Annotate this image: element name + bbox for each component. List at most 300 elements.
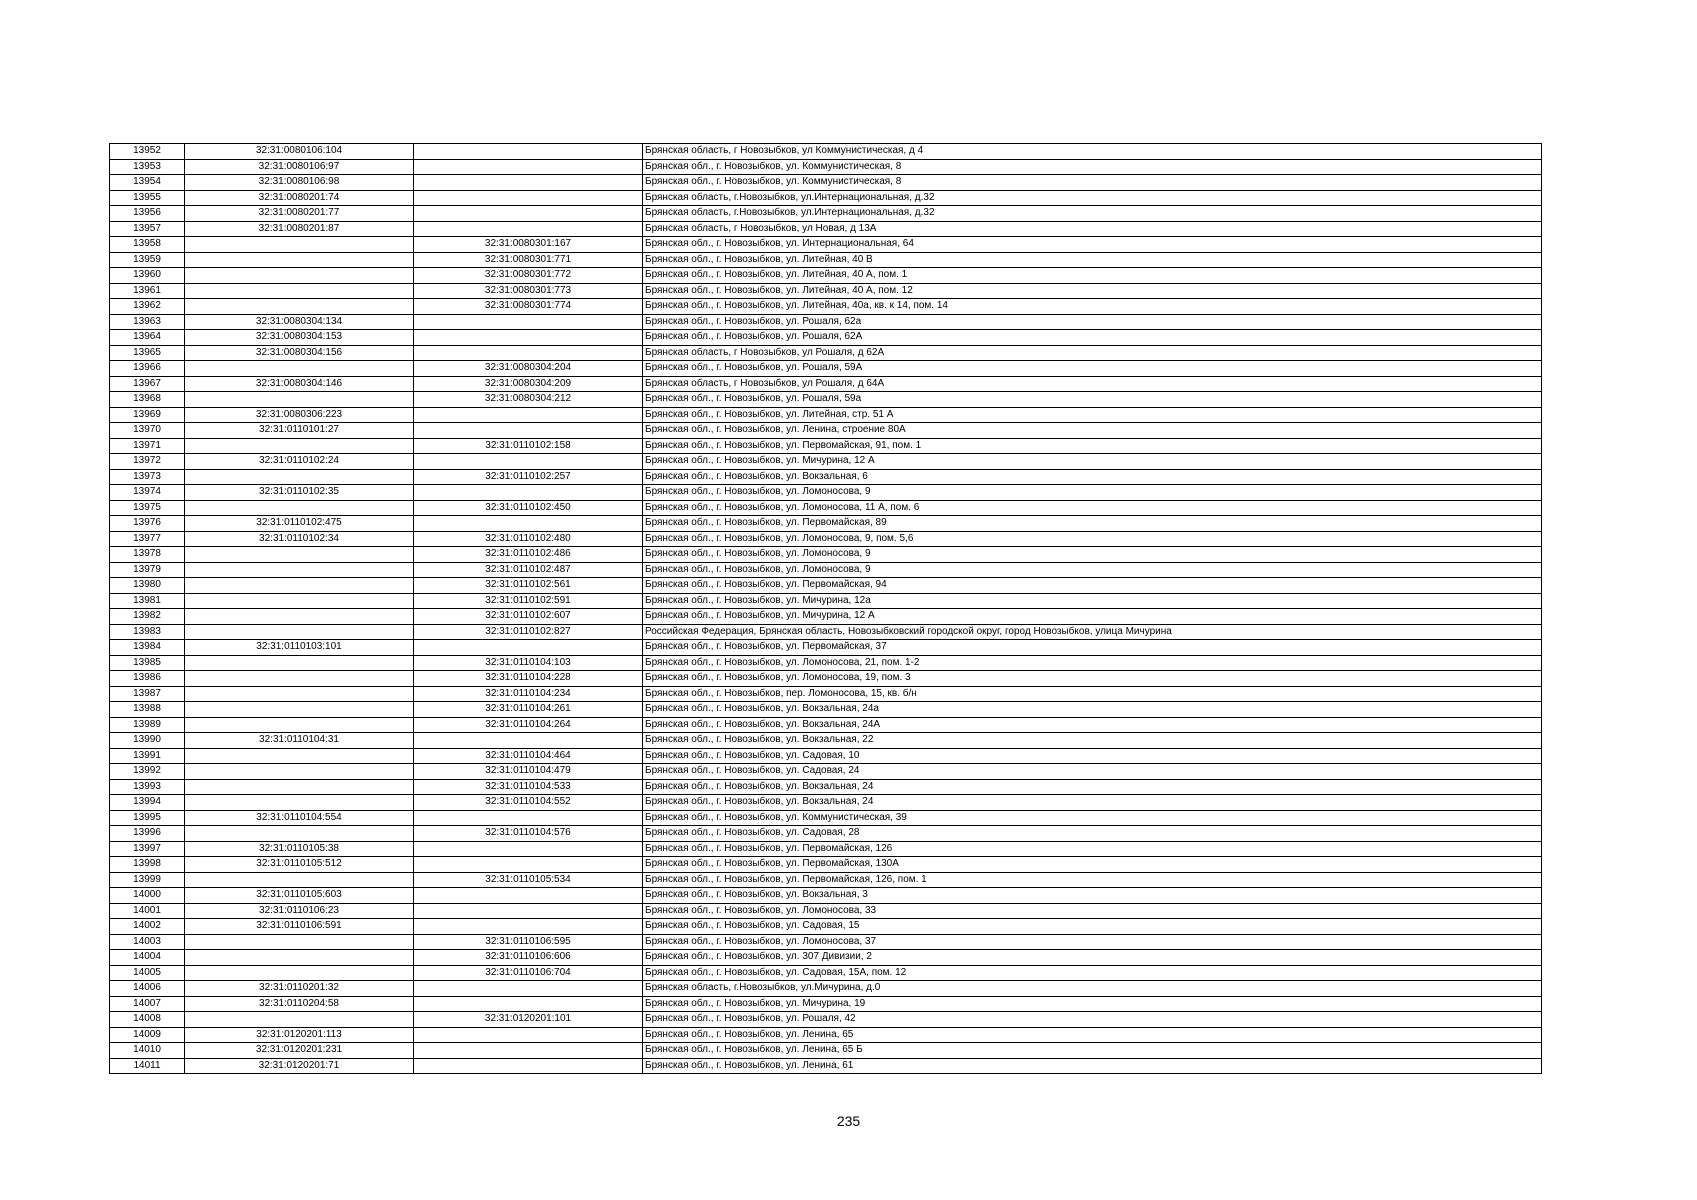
address-cell: Брянская обл., г. Новозыбков, пер. Ломоносова, 15, кв. б/н <box>643 686 1542 702</box>
address-cell: Брянская обл., г. Новозыбков, ул. Первомайская, 126 <box>643 841 1542 857</box>
cadastral-number-cell <box>185 748 414 764</box>
row-number-cell: 14009 <box>110 1027 185 1043</box>
table-row <box>110 640 1542 656</box>
table-row <box>110 733 1542 749</box>
cadastral-number-cell: 32:31:0080201:74 <box>185 190 414 206</box>
row-number-cell: 13966 <box>110 361 185 377</box>
cadastral-number-alt-cell: 32:31:0110102:607 <box>414 609 643 625</box>
cadastral-number-cell <box>185 392 414 408</box>
cadastral-number-cell <box>185 237 414 253</box>
table-row <box>110 795 1542 811</box>
address-cell: Брянская обл., г. Новозыбков, ул. Ломоносова, 9, пом. 5,6 <box>643 531 1542 547</box>
table-row <box>110 996 1542 1012</box>
address-cell: Брянская обл., г. Новозыбков, ул. Ломоносова, 11 А, пом. 6 <box>643 500 1542 516</box>
cadastral-number-cell: 32:31:0110106:591 <box>185 919 414 935</box>
cadastral-number-cell: 32:31:0110104:31 <box>185 733 414 749</box>
address-cell: Брянская обл., г. Новозыбков, ул. Интернациональная, 64 <box>643 237 1542 253</box>
cadastral-number-alt-cell: 32:31:0110104:533 <box>414 779 643 795</box>
address-cell: Брянская обл., г. Новозыбков, ул. Ленина, 65 Б <box>643 1043 1542 1059</box>
row-number-cell: 13978 <box>110 547 185 563</box>
table-row <box>110 686 1542 702</box>
address-cell: Брянская область, г Новозыбков, ул Рошаля, д 62А <box>643 345 1542 361</box>
cadastral-number-cell: 32:31:0080106:104 <box>185 144 414 160</box>
cadastral-number-cell: 32:31:0080306:223 <box>185 407 414 423</box>
row-number-cell: 13961 <box>110 283 185 299</box>
cadastral-number-alt-cell <box>414 330 643 346</box>
row-number-cell: 13980 <box>110 578 185 594</box>
cadastral-number-alt-cell: 32:31:0110104:103 <box>414 655 643 671</box>
row-number-cell: 13986 <box>110 671 185 687</box>
cadastral-number-cell <box>185 593 414 609</box>
row-number-cell: 13962 <box>110 299 185 315</box>
address-cell: Брянская область, г.Новозыбков, ул.Мичурина, д.0 <box>643 981 1542 997</box>
row-number-cell: 13970 <box>110 423 185 439</box>
cadastral-number-cell: 32:31:0080106:98 <box>185 175 414 191</box>
table-row <box>110 779 1542 795</box>
table-row <box>110 624 1542 640</box>
table-row <box>110 810 1542 826</box>
cadastral-number-cell <box>185 872 414 888</box>
table-row <box>110 872 1542 888</box>
address-cell: Брянская обл., г. Новозыбков, ул. Вокзальная, 24 <box>643 779 1542 795</box>
row-number-cell: 13991 <box>110 748 185 764</box>
row-number-cell: 13982 <box>110 609 185 625</box>
cadastral-number-alt-cell <box>414 206 643 222</box>
address-cell: Брянская обл., г. Новозыбков, ул. Первомайская, 130А <box>643 857 1542 873</box>
cadastral-number-cell <box>185 469 414 485</box>
cadastral-number-alt-cell: 32:31:0080304:212 <box>414 392 643 408</box>
table-row <box>110 562 1542 578</box>
address-cell: Брянская обл., г. Новозыбков, ул. Вокзальная, 24 <box>643 795 1542 811</box>
table-row <box>110 919 1542 935</box>
address-cell: Брянская обл., г. Новозыбков, ул. Садовая, 28 <box>643 826 1542 842</box>
address-cell: Брянская обл., г. Новозыбков, ул. Вокзальная, 3 <box>643 888 1542 904</box>
cadastral-number-alt-cell <box>414 190 643 206</box>
cadastral-number-alt-cell <box>414 640 643 656</box>
row-number-cell: 13985 <box>110 655 185 671</box>
cadastral-number-alt-cell <box>414 981 643 997</box>
table-row <box>110 903 1542 919</box>
row-number-cell: 13964 <box>110 330 185 346</box>
table-row <box>110 531 1542 547</box>
cadastral-number-alt-cell <box>414 345 643 361</box>
row-number-cell: 13990 <box>110 733 185 749</box>
cadastral-number-alt-cell <box>414 888 643 904</box>
address-cell: Брянская обл., г. Новозыбков, ул. Ломоносова, 21, пом. 1-2 <box>643 655 1542 671</box>
row-number-cell: 14008 <box>110 1012 185 1028</box>
table-row <box>110 159 1542 175</box>
table-row <box>110 485 1542 501</box>
cadastral-number-cell <box>185 934 414 950</box>
table-row <box>110 516 1542 532</box>
table-row <box>110 407 1542 423</box>
address-cell: Брянская обл., г. Новозыбков, ул. Рошаля, 62А <box>643 330 1542 346</box>
table-row <box>110 857 1542 873</box>
cadastral-number-cell <box>185 609 414 625</box>
table-row <box>110 175 1542 191</box>
cadastral-number-cell: 32:31:0110103:101 <box>185 640 414 656</box>
table-row <box>110 1043 1542 1059</box>
cadastral-number-cell <box>185 562 414 578</box>
cadastral-number-alt-cell <box>414 485 643 501</box>
address-cell: Брянская обл., г. Новозыбков, ул. Ломоносова, 33 <box>643 903 1542 919</box>
table-row <box>110 826 1542 842</box>
row-number-cell: 14005 <box>110 965 185 981</box>
row-number-cell: 13967 <box>110 376 185 392</box>
row-number-cell: 13988 <box>110 702 185 718</box>
cadastral-number-alt-cell: 32:31:0110102:487 <box>414 562 643 578</box>
cadastral-number-alt-cell: 32:31:0110104:552 <box>414 795 643 811</box>
address-cell: Брянская обл., г. Новозыбков, ул. Ломоносова, 9 <box>643 547 1542 563</box>
cadastral-number-cell: 32:31:0110102:34 <box>185 531 414 547</box>
row-number-cell: 13974 <box>110 485 185 501</box>
cadastral-number-alt-cell <box>414 423 643 439</box>
row-number-cell: 14006 <box>110 981 185 997</box>
cadastral-number-alt-cell: 32:31:0110102:486 <box>414 547 643 563</box>
address-cell: Брянская обл., г. Новозыбков, ул. Ленина, 61 <box>643 1058 1542 1074</box>
address-cell: Брянская область, г Новозыбков, ул Новая, д 13А <box>643 221 1542 237</box>
cadastral-number-cell <box>185 702 414 718</box>
table-row <box>110 423 1542 439</box>
row-number-cell: 13958 <box>110 237 185 253</box>
cadastral-number-cell <box>185 438 414 454</box>
row-number-cell: 13989 <box>110 717 185 733</box>
row-number-cell: 13972 <box>110 454 185 470</box>
cadastral-number-alt-cell <box>414 1058 643 1074</box>
row-number-cell: 13983 <box>110 624 185 640</box>
table-row <box>110 221 1542 237</box>
address-cell: Брянская область, г.Новозыбков, ул.Интернациональная, д.32 <box>643 206 1542 222</box>
row-number-cell: 13976 <box>110 516 185 532</box>
address-cell: Брянская обл., г. Новозыбков, ул. Коммунистическая, 8 <box>643 159 1542 175</box>
cadastral-number-alt-cell: 32:31:0080301:771 <box>414 252 643 268</box>
cadastral-number-cell: 32:31:0110105:38 <box>185 841 414 857</box>
row-number-cell: 13959 <box>110 252 185 268</box>
address-cell: Брянская обл., г. Новозыбков, ул. Рошаля, 59А <box>643 361 1542 377</box>
address-cell: Брянская обл., г. Новозыбков, ул. Мичурина, 19 <box>643 996 1542 1012</box>
row-number-cell: 13979 <box>110 562 185 578</box>
cadastral-number-cell <box>185 655 414 671</box>
cadastral-number-cell <box>185 578 414 594</box>
cadastral-number-alt-cell: 32:31:0110104:264 <box>414 717 643 733</box>
cadastral-number-alt-cell: 32:31:0110102:561 <box>414 578 643 594</box>
address-cell: Брянская обл., г. Новозыбков, ул. Литейная, 40 В <box>643 252 1542 268</box>
cadastral-number-cell: 32:31:0080304:146 <box>185 376 414 392</box>
row-number-cell: 13992 <box>110 764 185 780</box>
address-cell: Брянская обл., г. Новозыбков, ул. Рошаля, 42 <box>643 1012 1542 1028</box>
cadastral-number-alt-cell: 32:31:0110104:464 <box>414 748 643 764</box>
table-row <box>110 237 1542 253</box>
address-cell: Брянская область, г Новозыбков, ул Коммунистическая, д 4 <box>643 144 1542 160</box>
cadastral-number-alt-cell: 32:31:0110102:827 <box>414 624 643 640</box>
cadastral-number-alt-cell: 32:31:0110102:257 <box>414 469 643 485</box>
row-number-cell: 13956 <box>110 206 185 222</box>
cadastral-number-alt-cell: 32:31:0080301:774 <box>414 299 643 315</box>
table-row <box>110 314 1542 330</box>
cadastral-number-alt-cell <box>414 857 643 873</box>
row-number-cell: 14001 <box>110 903 185 919</box>
row-number-cell: 13977 <box>110 531 185 547</box>
cadastral-number-cell: 32:31:0110104:554 <box>185 810 414 826</box>
row-number-cell: 13968 <box>110 392 185 408</box>
table-row <box>110 376 1542 392</box>
address-cell: Брянская обл., г. Новозыбков, ул. Литейная, стр. 51 А <box>643 407 1542 423</box>
row-number-cell: 13993 <box>110 779 185 795</box>
row-number-cell: 13969 <box>110 407 185 423</box>
address-cell: Брянская обл., г. Новозыбков, ул. Рошаля, 62а <box>643 314 1542 330</box>
row-number-cell: 13996 <box>110 826 185 842</box>
row-number-cell: 13997 <box>110 841 185 857</box>
row-number-cell: 13975 <box>110 500 185 516</box>
cadastral-number-cell: 32:31:0110105:512 <box>185 857 414 873</box>
cadastral-number-alt-cell: 32:31:0110104:234 <box>414 686 643 702</box>
table-row <box>110 748 1542 764</box>
table-row <box>110 299 1542 315</box>
table-row <box>110 454 1542 470</box>
row-number-cell: 14010 <box>110 1043 185 1059</box>
address-cell: Брянская обл., г. Новозыбков, ул. Садовая, 24 <box>643 764 1542 780</box>
cadastral-number-cell: 32:31:0080304:156 <box>185 345 414 361</box>
row-number-cell: 13987 <box>110 686 185 702</box>
table-row <box>110 438 1542 454</box>
address-cell: Брянская обл., г. Новозыбков, ул. Мичурина, 12 А <box>643 454 1542 470</box>
table-row <box>110 841 1542 857</box>
cadastral-number-alt-cell: 32:31:0110102:480 <box>414 531 643 547</box>
cadastral-number-alt-cell <box>414 144 643 160</box>
cadastral-number-alt-cell: 32:31:0110104:479 <box>414 764 643 780</box>
row-number-cell: 14011 <box>110 1058 185 1074</box>
row-number-cell: 13999 <box>110 872 185 888</box>
table-row <box>110 144 1542 160</box>
table-row <box>110 252 1542 268</box>
address-cell: Брянская обл., г. Новозыбков, ул. Первомайская, 126, пом. 1 <box>643 872 1542 888</box>
address-cell: Брянская обл., г. Новозыбков, ул. Первомайская, 94 <box>643 578 1542 594</box>
cadastral-number-cell <box>185 826 414 842</box>
address-cell: Брянская обл., г. Новозыбков, ул. Мичурина, 12 А <box>643 609 1542 625</box>
cadastral-number-cell: 32:31:0110101:27 <box>185 423 414 439</box>
cadastral-number-alt-cell <box>414 903 643 919</box>
address-cell: Брянская обл., г. Новозыбков, ул. Вокзальная, 24а <box>643 702 1542 718</box>
cadastral-number-cell <box>185 671 414 687</box>
address-cell: Брянская обл., г. Новозыбков, ул. Литейная, 40 А, пом. 1 <box>643 268 1542 284</box>
cadastral-number-alt-cell: 32:31:0110106:595 <box>414 934 643 950</box>
cadastral-number-cell: 32:31:0080201:77 <box>185 206 414 222</box>
address-cell: Брянская обл., г. Новозыбков, ул. Коммунистическая, 39 <box>643 810 1542 826</box>
cadastral-number-cell <box>185 764 414 780</box>
address-cell: Брянская обл., г. Новозыбков, ул. Вокзальная, 6 <box>643 469 1542 485</box>
cadastral-number-alt-cell <box>414 733 643 749</box>
address-cell: Брянская обл., г. Новозыбков, ул. Литейная, 40 А, пом. 12 <box>643 283 1542 299</box>
row-number-cell: 13965 <box>110 345 185 361</box>
cadastral-number-cell: 32:31:0120201:113 <box>185 1027 414 1043</box>
register-table <box>109 143 1542 1074</box>
cadastral-number-alt-cell: 32:31:0110106:704 <box>414 965 643 981</box>
cadastral-number-alt-cell <box>414 159 643 175</box>
table-row <box>110 1058 1542 1074</box>
row-number-cell: 13994 <box>110 795 185 811</box>
address-cell: Брянская обл., г. Новозыбков, ул. Садовая, 10 <box>643 748 1542 764</box>
table-row <box>110 702 1542 718</box>
cadastral-number-alt-cell <box>414 841 643 857</box>
cadastral-number-alt-cell <box>414 919 643 935</box>
table-row <box>110 1027 1542 1043</box>
address-cell: Брянская обл., г. Новозыбков, ул. Ломоносова, 37 <box>643 934 1542 950</box>
table-row <box>110 671 1542 687</box>
cadastral-number-cell <box>185 361 414 377</box>
row-number-cell: 14002 <box>110 919 185 935</box>
table-row <box>110 361 1542 377</box>
address-cell: Брянская обл., г. Новозыбков, ул. Ленина, 65 <box>643 1027 1542 1043</box>
cadastral-number-alt-cell <box>414 314 643 330</box>
address-cell: Брянская область, г.Новозыбков, ул.Интернациональная, д.32 <box>643 190 1542 206</box>
cadastral-number-alt-cell: 32:31:0110104:576 <box>414 826 643 842</box>
register-table-body <box>110 144 1542 1074</box>
address-cell: Брянская обл., г. Новозыбков, ул. Садовая, 15 <box>643 919 1542 935</box>
cadastral-number-alt-cell <box>414 1027 643 1043</box>
table-row <box>110 283 1542 299</box>
row-number-cell: 13955 <box>110 190 185 206</box>
cadastral-number-cell <box>185 268 414 284</box>
table-row <box>110 764 1542 780</box>
table-row <box>110 655 1542 671</box>
cadastral-number-cell <box>185 950 414 966</box>
cadastral-number-cell: 32:31:0110204:58 <box>185 996 414 1012</box>
row-number-cell: 13995 <box>110 810 185 826</box>
table-row <box>110 934 1542 950</box>
table-row <box>110 345 1542 361</box>
cadastral-number-cell: 32:31:0080201:87 <box>185 221 414 237</box>
cadastral-number-cell: 32:31:0110106:23 <box>185 903 414 919</box>
cadastral-number-cell <box>185 779 414 795</box>
cadastral-number-cell <box>185 717 414 733</box>
cadastral-number-alt-cell: 32:31:0110102:158 <box>414 438 643 454</box>
row-number-cell: 13971 <box>110 438 185 454</box>
address-cell: Брянская обл., г. Новозыбков, ул. Мичурина, 12а <box>643 593 1542 609</box>
cadastral-number-cell <box>185 686 414 702</box>
address-cell: Брянская обл., г. Новозыбков, ул. Первомайская, 91, пом. 1 <box>643 438 1542 454</box>
cadastral-number-cell: 32:31:0120201:231 <box>185 1043 414 1059</box>
row-number-cell: 14004 <box>110 950 185 966</box>
table-row <box>110 950 1542 966</box>
cadastral-number-cell: 32:31:0110102:24 <box>185 454 414 470</box>
cadastral-number-cell: 32:31:0110105:603 <box>185 888 414 904</box>
table-row <box>110 888 1542 904</box>
table-row <box>110 547 1542 563</box>
row-number-cell: 14007 <box>110 996 185 1012</box>
address-cell: Брянская обл., г. Новозыбков, ул. 307 Дивизии, 2 <box>643 950 1542 966</box>
row-number-cell: 13952 <box>110 144 185 160</box>
cadastral-number-alt-cell: 32:31:0110104:228 <box>414 671 643 687</box>
address-cell: Брянская обл., г. Новозыбков, ул. Садовая, 15А, пом. 12 <box>643 965 1542 981</box>
page-number: 235 <box>836 1113 861 1129</box>
cadastral-number-alt-cell <box>414 407 643 423</box>
table-row <box>110 268 1542 284</box>
cadastral-number-alt-cell: 32:31:0110106:606 <box>414 950 643 966</box>
cadastral-number-cell <box>185 283 414 299</box>
table-row <box>110 500 1542 516</box>
cadastral-number-cell <box>185 547 414 563</box>
address-cell: Брянская обл., г. Новозыбков, ул. Первомайская, 37 <box>643 640 1542 656</box>
row-number-cell: 13953 <box>110 159 185 175</box>
cadastral-number-alt-cell <box>414 1043 643 1059</box>
cadastral-number-cell <box>185 965 414 981</box>
address-cell: Брянская обл., г. Новозыбков, ул. Первомайская, 89 <box>643 516 1542 532</box>
table-row <box>110 392 1542 408</box>
address-cell: Брянская обл., г. Новозыбков, ул. Коммунистическая, 8 <box>643 175 1542 191</box>
row-number-cell: 13984 <box>110 640 185 656</box>
cadastral-number-cell <box>185 624 414 640</box>
address-cell: Брянская обл., г. Новозыбков, ул. Ломоносова, 9 <box>643 562 1542 578</box>
cadastral-number-cell: 32:31:0110102:35 <box>185 485 414 501</box>
cadastral-number-cell: 32:31:0120201:71 <box>185 1058 414 1074</box>
row-number-cell: 13973 <box>110 469 185 485</box>
table-row <box>110 206 1542 222</box>
row-number-cell: 14000 <box>110 888 185 904</box>
cadastral-number-cell <box>185 252 414 268</box>
cadastral-number-alt-cell: 32:31:0080301:772 <box>414 268 643 284</box>
address-cell: Брянская обл., г. Новозыбков, ул. Литейная, 40а, кв. к 14, пом. 14 <box>643 299 1542 315</box>
table-row <box>110 965 1542 981</box>
address-cell: Брянская обл., г. Новозыбков, ул. Ленина, строение 80А <box>643 423 1542 439</box>
cadastral-number-cell <box>185 1012 414 1028</box>
address-cell: Брянская обл., г. Новозыбков, ул. Ломоносова, 9 <box>643 485 1542 501</box>
cadastral-number-alt-cell: 32:31:0080304:209 <box>414 376 643 392</box>
address-cell: Российская Федерация, Брянская область, Новозыбковский городской округ, город Новозыбков, улица Мичурина <box>643 624 1542 640</box>
cadastral-number-alt-cell: 32:31:0080301:167 <box>414 237 643 253</box>
cadastral-number-alt-cell <box>414 516 643 532</box>
cadastral-number-alt-cell <box>414 175 643 191</box>
cadastral-number-cell <box>185 299 414 315</box>
cadastral-number-cell: 32:31:0080304:153 <box>185 330 414 346</box>
table-row <box>110 190 1542 206</box>
table-row <box>110 330 1542 346</box>
address-cell: Брянская обл., г. Новозыбков, ул. Вокзальная, 22 <box>643 733 1542 749</box>
cadastral-number-alt-cell <box>414 810 643 826</box>
row-number-cell: 13954 <box>110 175 185 191</box>
row-number-cell: 13981 <box>110 593 185 609</box>
row-number-cell: 13998 <box>110 857 185 873</box>
cadastral-number-alt-cell: 32:31:0110105:534 <box>414 872 643 888</box>
table-row <box>110 469 1542 485</box>
cadastral-number-cell: 32:31:0080304:134 <box>185 314 414 330</box>
table-row <box>110 1012 1542 1028</box>
row-number-cell: 13960 <box>110 268 185 284</box>
cadastral-number-alt-cell: 32:31:0110104:261 <box>414 702 643 718</box>
cadastral-number-cell <box>185 795 414 811</box>
cadastral-number-cell <box>185 500 414 516</box>
address-cell: Брянская обл., г. Новозыбков, ул. Вокзальная, 24А <box>643 717 1542 733</box>
cadastral-number-alt-cell: 32:31:0110102:591 <box>414 593 643 609</box>
cadastral-number-cell: 32:31:0110102:475 <box>185 516 414 532</box>
cadastral-number-alt-cell: 32:31:0110102:450 <box>414 500 643 516</box>
row-number-cell: 13957 <box>110 221 185 237</box>
address-cell: Брянская обл., г. Новозыбков, ул. Ломоносова, 19, пом. 3 <box>643 671 1542 687</box>
cadastral-number-alt-cell: 32:31:0080304:204 <box>414 361 643 377</box>
cadastral-number-cell: 32:31:0080106:97 <box>185 159 414 175</box>
table-row <box>110 609 1542 625</box>
address-cell: Брянская обл., г. Новозыбков, ул. Рошаля, 59а <box>643 392 1542 408</box>
cadastral-number-alt-cell <box>414 454 643 470</box>
table-row <box>110 717 1542 733</box>
cadastral-number-alt-cell: 32:31:0120201:101 <box>414 1012 643 1028</box>
table-row <box>110 981 1542 997</box>
table-row <box>110 578 1542 594</box>
table-row <box>110 593 1542 609</box>
row-number-cell: 14003 <box>110 934 185 950</box>
row-number-cell: 13963 <box>110 314 185 330</box>
cadastral-number-alt-cell: 32:31:0080301:773 <box>414 283 643 299</box>
cadastral-number-alt-cell <box>414 996 643 1012</box>
